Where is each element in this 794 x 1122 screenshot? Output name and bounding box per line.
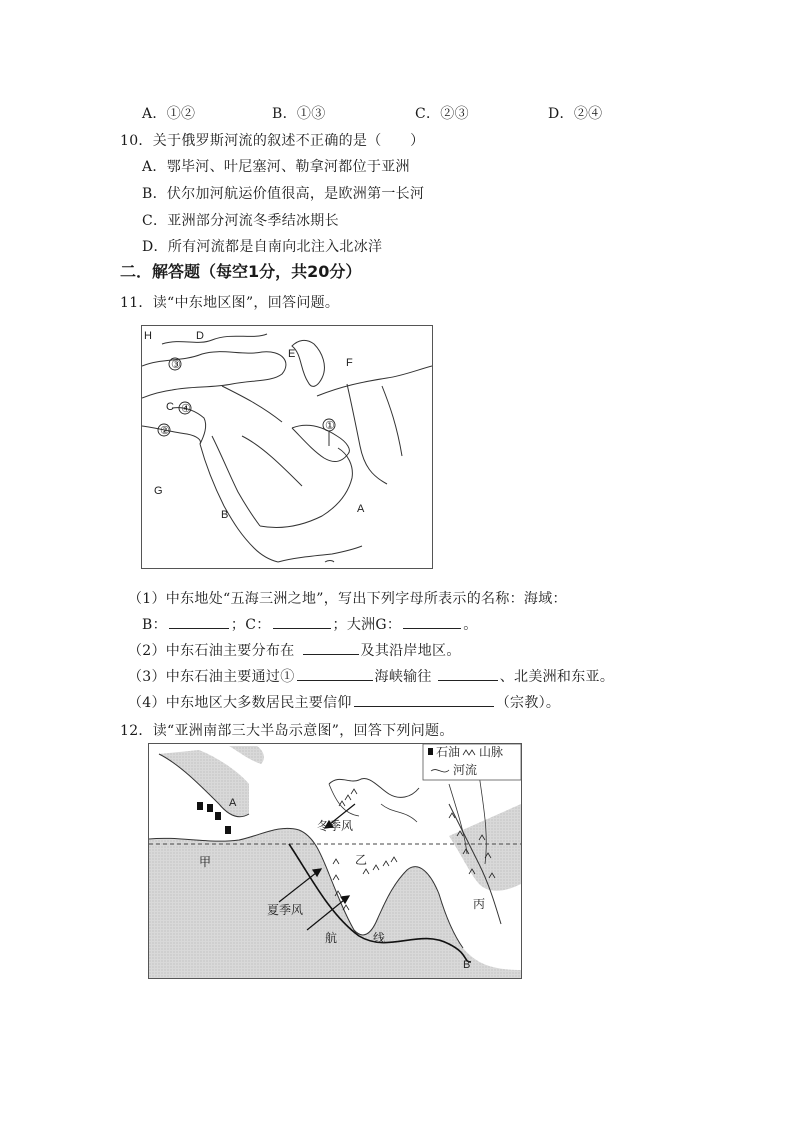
q10-option-a: A．鄂毕河、叶尼塞河、勒拿河都位于亚洲 <box>142 159 410 175</box>
q11-sub4-text: （4）中东地区大多数居民主要信仰 <box>128 695 352 711</box>
map-circle-1: ① <box>325 420 335 432</box>
q11-sub3-circle: ① <box>280 669 295 685</box>
map-circle-3: ③ <box>171 359 181 371</box>
q11-c-label: ；C： <box>230 617 271 633</box>
q9-option-b: B．①③ <box>272 106 326 122</box>
legend-mountain: 山脉 <box>479 745 504 759</box>
map-label-g: G <box>154 485 163 497</box>
map2-label-a: A <box>229 797 237 809</box>
q11-stem: 11．读“中东地区图”，回答问题。 <box>120 295 340 311</box>
q11-b-label: B： <box>142 617 167 633</box>
map-label-f: F <box>346 357 353 369</box>
map-label-b: B <box>221 509 229 521</box>
q11-sub4 <box>128 692 560 712</box>
map-label-d: D <box>196 330 204 342</box>
section-title: 二．解答题（每空1分，共20分） <box>120 262 362 281</box>
map2-summer-monsoon: 夏季风 <box>267 903 304 917</box>
q11-sub4-end: （宗教）。 <box>495 695 561 711</box>
map-label-c: C <box>166 401 174 413</box>
q9-option-d: D．②④ <box>548 106 603 122</box>
q11-sub1-blanks <box>142 614 478 634</box>
map-label-e: E <box>288 348 296 360</box>
q9-option-a: A．①② <box>142 106 196 122</box>
q10-option-d: D．所有河流都是自南向北注入北冰洋 <box>142 239 383 255</box>
q9-option-c: C．②③ <box>415 106 469 122</box>
south-asia-map <box>148 743 522 979</box>
map-label-a: A <box>357 503 365 515</box>
map-circle-4: ④ <box>181 403 191 415</box>
legend-oil: 石油 <box>436 745 461 759</box>
map2-route: 航线 <box>325 931 422 945</box>
q11-sub3-blank1[interactable] <box>297 666 373 681</box>
q11-sub3-text: （3）中东石油主要通过 <box>128 669 281 685</box>
q10-stem: 10．关于俄罗斯河流的叙述不正确的是（ ） <box>120 133 425 149</box>
map-circle-2: ② <box>160 425 170 437</box>
map2-label-jia: 甲 <box>199 855 212 869</box>
q11-b-blank[interactable] <box>169 614 229 629</box>
map2-winter-monsoon: 冬季风 <box>317 819 354 833</box>
q11-sub2 <box>128 640 461 660</box>
map2-label-bing: 丙 <box>473 897 486 911</box>
q11-g-blank[interactable] <box>403 614 461 629</box>
q11-g-label: ；大洲G： <box>332 617 402 633</box>
map2-label-yi: 乙 <box>355 853 368 867</box>
map2-label-b: B <box>463 959 471 971</box>
q11-sub2-blank[interactable] <box>303 640 359 655</box>
q11-sub1-text: （1）中东地处“五海三洲之地”，写出下列字母所表示的名称：海域： <box>128 591 567 607</box>
legend-river: 河流 <box>453 763 478 777</box>
q11-sub3-blank2[interactable] <box>438 666 498 681</box>
map-label-h: H <box>144 330 152 342</box>
q11-sub2-text: （2）中东石油主要分布在 <box>128 643 295 659</box>
q10-option-c: C．亚洲部分河流冬季结冰期长 <box>142 213 339 229</box>
q11-sub3-end: 、北美洲和东亚。 <box>499 669 615 685</box>
q11-sub4-blank[interactable] <box>354 692 494 707</box>
q10-option-b: B．伏尔加河航运价值很高，是欧洲第一长河 <box>142 186 425 202</box>
middle-east-map <box>141 325 433 569</box>
q12-stem: 12．读“亚洲南部三大半岛示意图”，回答下列问题。 <box>120 723 454 739</box>
q11-sub3-mid: 海峡输往 <box>374 669 432 685</box>
q11-sub2-end: 及其沿岸地区。 <box>360 643 461 659</box>
q11-c-blank[interactable] <box>273 614 331 629</box>
q11-sub3 <box>128 666 614 686</box>
q11-sub1-end: 。 <box>463 617 478 633</box>
